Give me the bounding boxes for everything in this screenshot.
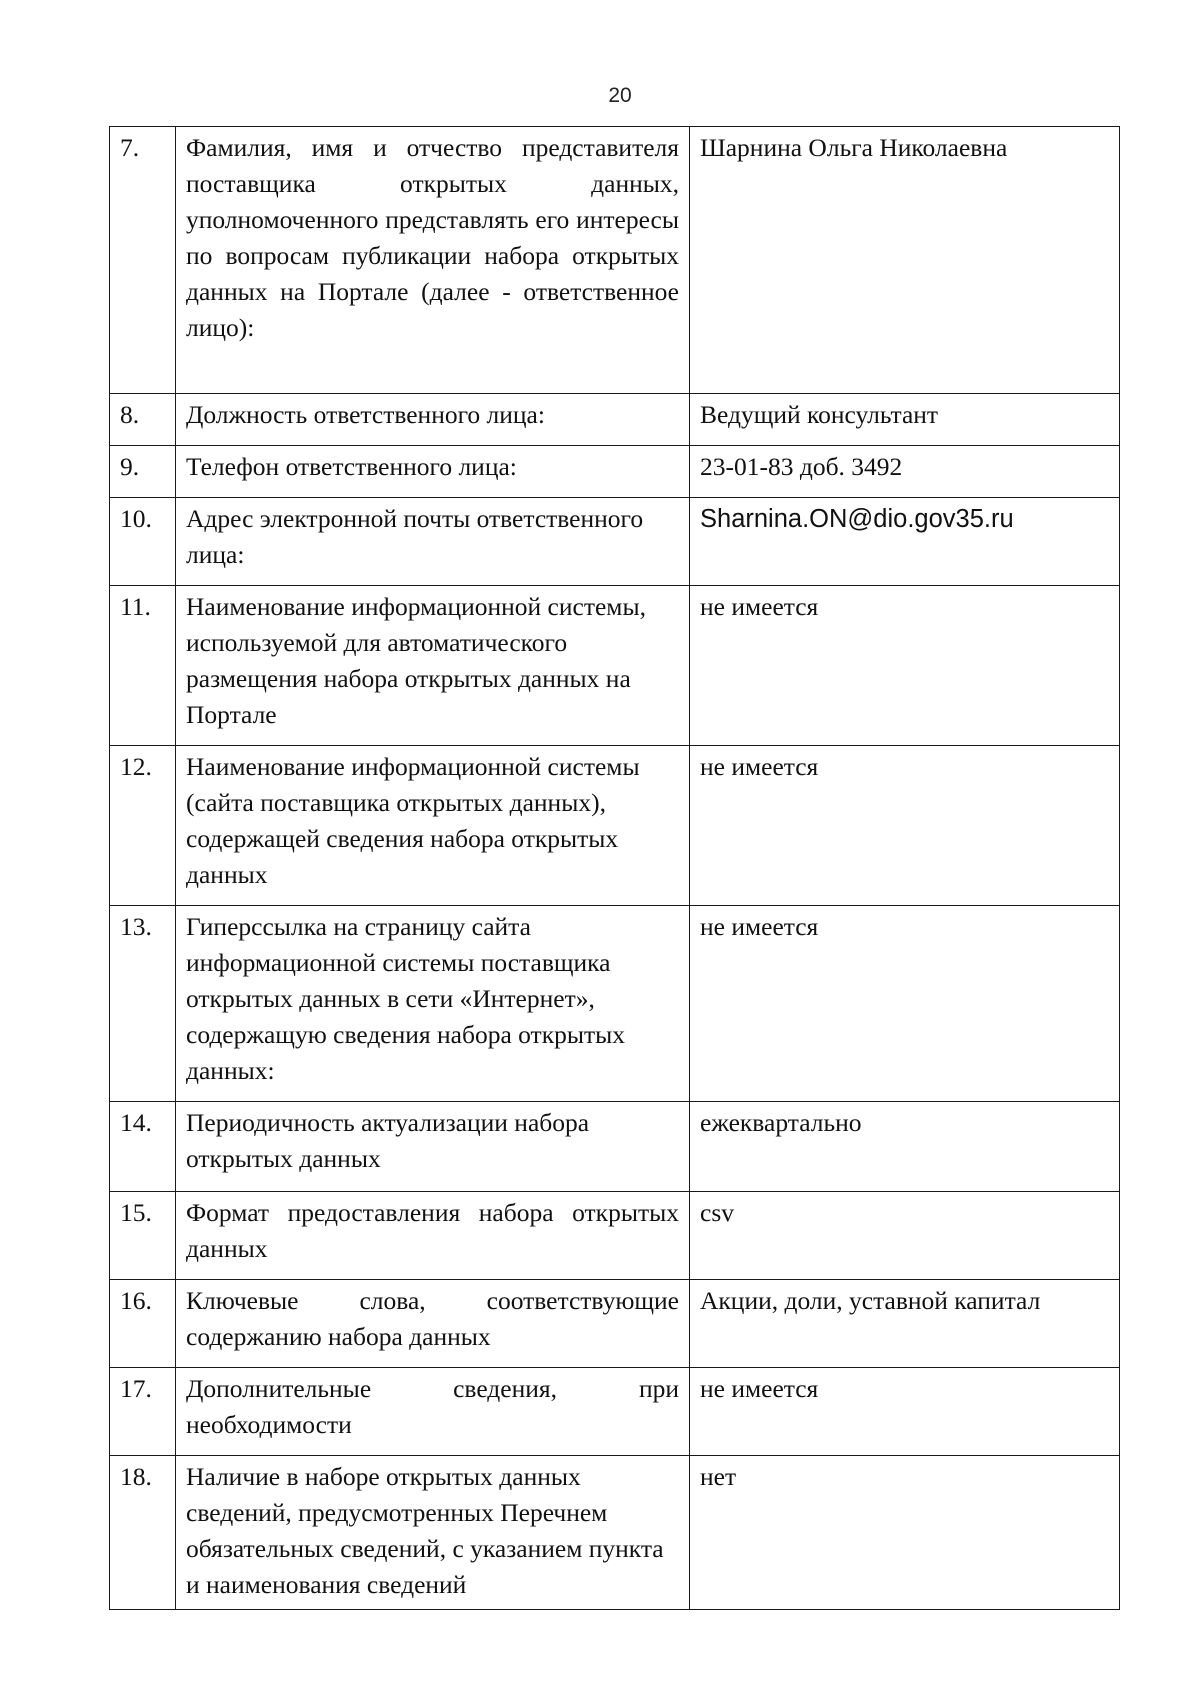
row-label: Гиперссылка на страницу сайта информационной системы поставщика открытых данных в сети «Интернет», содержащую сведения набора открытых данных:	[176, 906, 690, 1102]
row-value: Ведущий консультант	[690, 394, 1120, 446]
row-number: 16.	[110, 1280, 176, 1368]
row-value: Акции, доли, уставной капитал	[690, 1280, 1120, 1368]
open-data-passport-table	[109, 126, 1120, 1610]
row-value: не имеется	[690, 586, 1120, 746]
row-value-email: Sharnina.ON@dio.gov35.ru	[690, 498, 1120, 586]
row-number: 14.	[110, 1102, 176, 1192]
row-label: Формат предоставления набора открытых данных	[176, 1192, 690, 1280]
table-row	[110, 1192, 1120, 1280]
row-number: 18.	[110, 1456, 176, 1610]
row-number: 13.	[110, 906, 176, 1102]
row-number: 7.	[110, 127, 176, 394]
row-number: 8.	[110, 394, 176, 446]
row-label: Наименование информационной системы, используемой для автоматического размещения набора открытых данных на Портале	[176, 586, 690, 746]
row-label: Телефон ответственного лица:	[176, 446, 690, 498]
row-number: 11.	[110, 586, 176, 746]
row-label: Фамилия, имя и отчество представителя поставщика открытых данных, уполномоченного представлять его интересы по вопросам публикации набора открытых данных на Портале (далее - ответственное лицо):	[176, 127, 690, 394]
table-row	[110, 127, 1120, 394]
row-label: Дополнительные сведения, при необходимости	[176, 1368, 690, 1456]
row-number: 12.	[110, 746, 176, 906]
page-number: 20	[608, 84, 632, 107]
row-label: Адрес электронной почты ответственного лица:	[176, 498, 690, 586]
table-row	[110, 906, 1120, 1102]
table-row	[110, 446, 1120, 498]
table-row	[110, 1280, 1120, 1368]
row-value: нет	[690, 1456, 1120, 1610]
row-value: не имеется	[690, 746, 1120, 906]
row-value: ежеквартально	[690, 1102, 1120, 1192]
row-label: Должность ответственного лица:	[176, 394, 690, 446]
row-number: 9.	[110, 446, 176, 498]
table-row	[110, 394, 1120, 446]
table-row	[110, 498, 1120, 586]
row-label: Наименование информационной системы (сайта поставщика открытых данных), содержащей сведения набора открытых данных	[176, 746, 690, 906]
row-label: Ключевые слова, соответствующие содержанию набора данных	[176, 1280, 690, 1368]
table-row	[110, 1102, 1120, 1192]
row-value: Шарнина Ольга Николаевна	[690, 127, 1120, 394]
row-value: не имеется	[690, 1368, 1120, 1456]
table-row	[110, 1368, 1120, 1456]
table-row	[110, 586, 1120, 746]
row-number: 17.	[110, 1368, 176, 1456]
row-value: не имеется	[690, 906, 1120, 1102]
row-value: 23-01-83 доб. 3492	[690, 446, 1120, 498]
table-row	[110, 746, 1120, 906]
row-number: 15.	[110, 1192, 176, 1280]
row-label: Периодичность актуализации набора открытых данных	[176, 1102, 690, 1192]
row-label: Наличие в наборе открытых данных сведений, предусмотренных Перечнем обязательных сведений, с указанием пункта и наименования сведений	[176, 1456, 690, 1610]
row-number: 10.	[110, 498, 176, 586]
row-value: csv	[690, 1192, 1120, 1280]
table-row	[110, 1456, 1120, 1610]
